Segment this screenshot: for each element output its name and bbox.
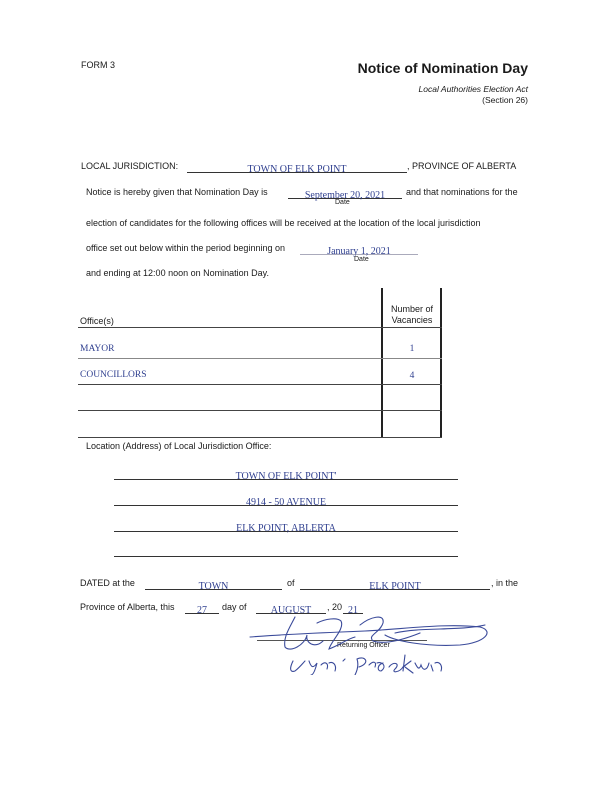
page-title: Notice of Nomination Day — [357, 60, 528, 76]
day-value: 27 — [197, 605, 207, 616]
start-date-value: January 1, 2021 — [327, 246, 391, 257]
jurisdiction-value: TOWN OF ELK POINT — [247, 164, 347, 175]
form-number: FORM 3 — [81, 60, 116, 70]
notice-text-after: and that nominations for the — [406, 187, 518, 197]
vacancies-row-1: 1 — [409, 344, 415, 354]
dated-place-value: TOWN — [198, 581, 229, 592]
location-label: Location (Address) of Local Jurisdiction Office: — [86, 441, 272, 451]
municipality-value: ELK POINT — [369, 581, 421, 592]
jurisdiction-label: LOCAL JURISDICTION: — [81, 161, 179, 171]
dated-of: of — [287, 578, 295, 588]
office-row-2: COUNCILLORS — [80, 370, 147, 380]
address-line-2: 4914 - 50 AVENUE — [114, 492, 458, 506]
address-line-4 — [114, 543, 458, 557]
office-header: Office(s) — [80, 316, 114, 326]
municipality-field — [300, 576, 490, 590]
nomination-day-value: September 20, 2021 — [304, 190, 386, 201]
signature-caption: Returning Officer — [337, 642, 390, 649]
table-row-rule — [78, 358, 442, 359]
vacancies-header-line1: Number of — [390, 304, 434, 314]
nomination-day-field — [288, 185, 402, 199]
table-bottom-rule — [78, 437, 442, 438]
nomination-date-caption: Date — [335, 199, 350, 206]
office-row-1: MAYOR — [80, 344, 115, 354]
notice-line-4: and ending at 12:00 noon on Nomination Day. — [86, 268, 269, 278]
dated-place-field — [145, 576, 282, 590]
province-of-alberta-text: Province of Alberta, this — [80, 602, 175, 612]
month-value: AUGUST — [270, 605, 312, 616]
start-date-field — [300, 241, 418, 255]
notice-line-2: election of candidates for the following offices will be received at the location of the local jurisdiction — [86, 218, 481, 228]
table-row-rule — [78, 384, 442, 385]
vacancies-row-2: 4 — [409, 371, 415, 381]
table-row-rule — [78, 410, 442, 411]
year-prefix: , 20 — [327, 602, 343, 612]
start-date-caption: Date — [354, 256, 369, 263]
address-line-1: TOWN OF ELK POINT' — [114, 466, 458, 480]
vacancies-header — [384, 304, 440, 326]
notice-text-before: Notice is hereby given that Nomination Day is — [86, 187, 268, 197]
year-value: 21 — [348, 605, 358, 616]
handwritten-signature — [245, 605, 495, 675]
section-reference: (Section 26) — [482, 95, 528, 105]
day-field — [185, 600, 219, 614]
province-text: , PROVINCE OF ALBERTA — [407, 161, 517, 171]
notice-line-3: office set out below within the period beginning on — [86, 243, 285, 253]
table-divider-right — [440, 288, 442, 438]
table-divider-left — [381, 288, 383, 438]
act-name: Local Authorities Election Act — [418, 84, 528, 94]
dated-in-the: , in the — [491, 578, 519, 588]
table-header-rule — [78, 327, 442, 328]
vacancies-header-line2: Vacancies — [391, 315, 433, 325]
dated-label: DATED at the — [80, 578, 135, 588]
address-line-3: ELK POINT, ABLERTA — [114, 518, 458, 532]
day-of-text: day of — [222, 602, 247, 612]
jurisdiction-field — [187, 159, 407, 173]
